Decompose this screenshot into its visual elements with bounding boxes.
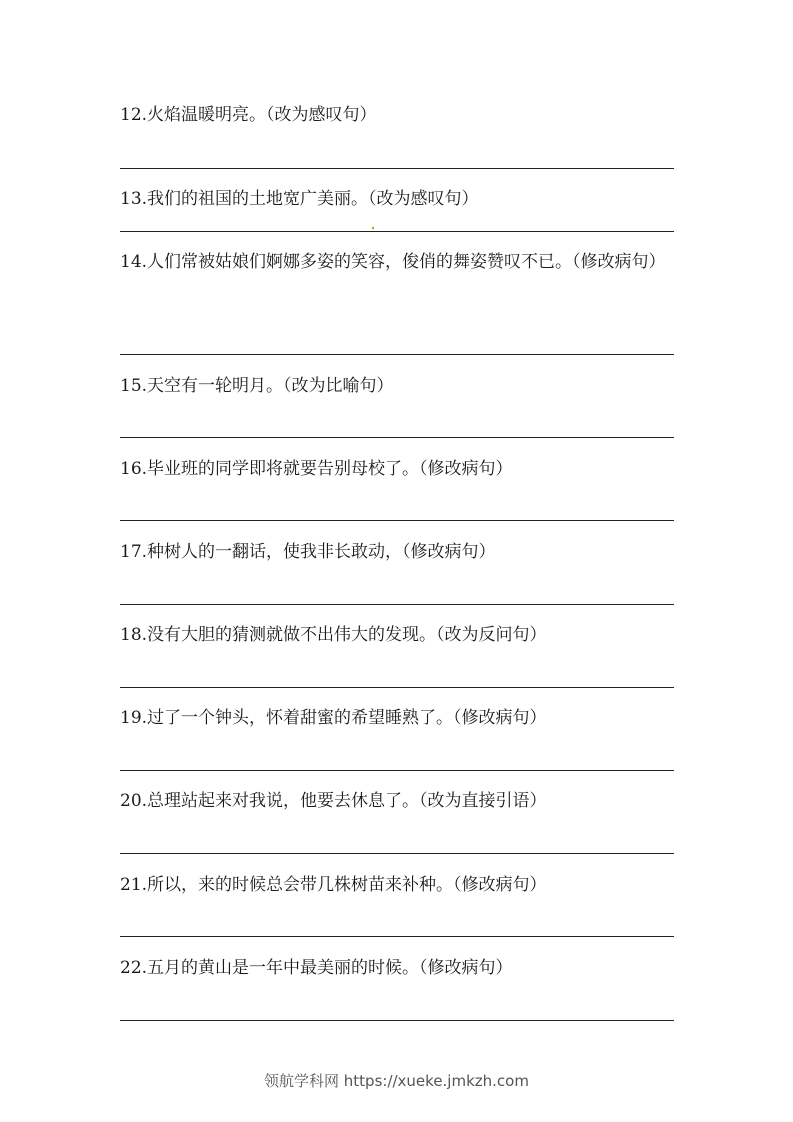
question-text: 毕业班的同学即将就要告别母校了。（修改病句）	[147, 459, 513, 479]
question-16	[120, 448, 680, 491]
question-14	[120, 241, 680, 284]
question-text: 我们的祖国的土地宽广美丽。（改为感叹句）	[147, 189, 479, 209]
answer-line-22	[120, 1020, 674, 1021]
question-13	[120, 178, 680, 221]
question-number: 21.	[120, 875, 148, 895]
question-number: 18.	[120, 625, 148, 645]
question-20	[120, 780, 680, 823]
answer-line-15	[120, 437, 674, 438]
question-text: 五月的黄山是一年中最美丽的时候。（修改病句）	[147, 958, 513, 978]
question-number: 22.	[120, 958, 148, 978]
question-number: 14.	[120, 252, 148, 272]
question-number: 13.	[120, 189, 148, 209]
question-number: 19.	[120, 708, 148, 728]
question-15	[120, 365, 680, 408]
question-number: 12.	[120, 105, 148, 125]
question-12	[120, 94, 680, 137]
answer-line-13	[120, 231, 674, 232]
question-22	[120, 947, 680, 990]
question-21	[120, 864, 680, 907]
question-number: 15.	[120, 376, 148, 396]
answer-line-21	[120, 936, 674, 937]
question-text: 没有大胆的猜测就做不出伟大的发现。（改为反问句）	[147, 625, 547, 645]
answer-line-14	[120, 354, 674, 355]
answer-line-20	[120, 853, 674, 854]
question-text: 所以，来的时候总会带几株树苗来补种。（修改病句）	[147, 875, 547, 895]
stray-mark	[372, 227, 374, 229]
question-number: 16.	[120, 459, 148, 479]
question-number: 17.	[120, 542, 148, 562]
question-text: 总理站起来对我说，他要去休息了。（改为直接引语）	[147, 791, 547, 811]
question-number: 20.	[120, 791, 148, 811]
question-text: 过了一个钟头，怀着甜蜜的希望睡熟了。（修改病句）	[147, 708, 547, 728]
question-17	[120, 531, 680, 574]
question-18	[120, 614, 680, 657]
answer-line-18	[120, 687, 674, 688]
question-text: 人们常被姑娘们婀娜多姿的笑容，俊俏的舞姿赞叹不已。（修改病句）	[147, 252, 666, 272]
question-text: 天空有一轮明月。（改为比喻句）	[147, 376, 394, 396]
answer-line-16	[120, 520, 674, 521]
footer-watermark: 领航学科网 https://xueke.jmkzh.com	[264, 1072, 529, 1090]
answer-line-12	[120, 168, 674, 169]
question-19	[120, 697, 680, 740]
question-text: 火焰温暖明亮。（改为感叹句）	[147, 105, 377, 125]
answer-line-19	[120, 770, 674, 771]
question-text: 种树人的一翻话，使我非长敢动，（修改病句）	[147, 542, 496, 562]
answer-line-17	[120, 604, 674, 605]
